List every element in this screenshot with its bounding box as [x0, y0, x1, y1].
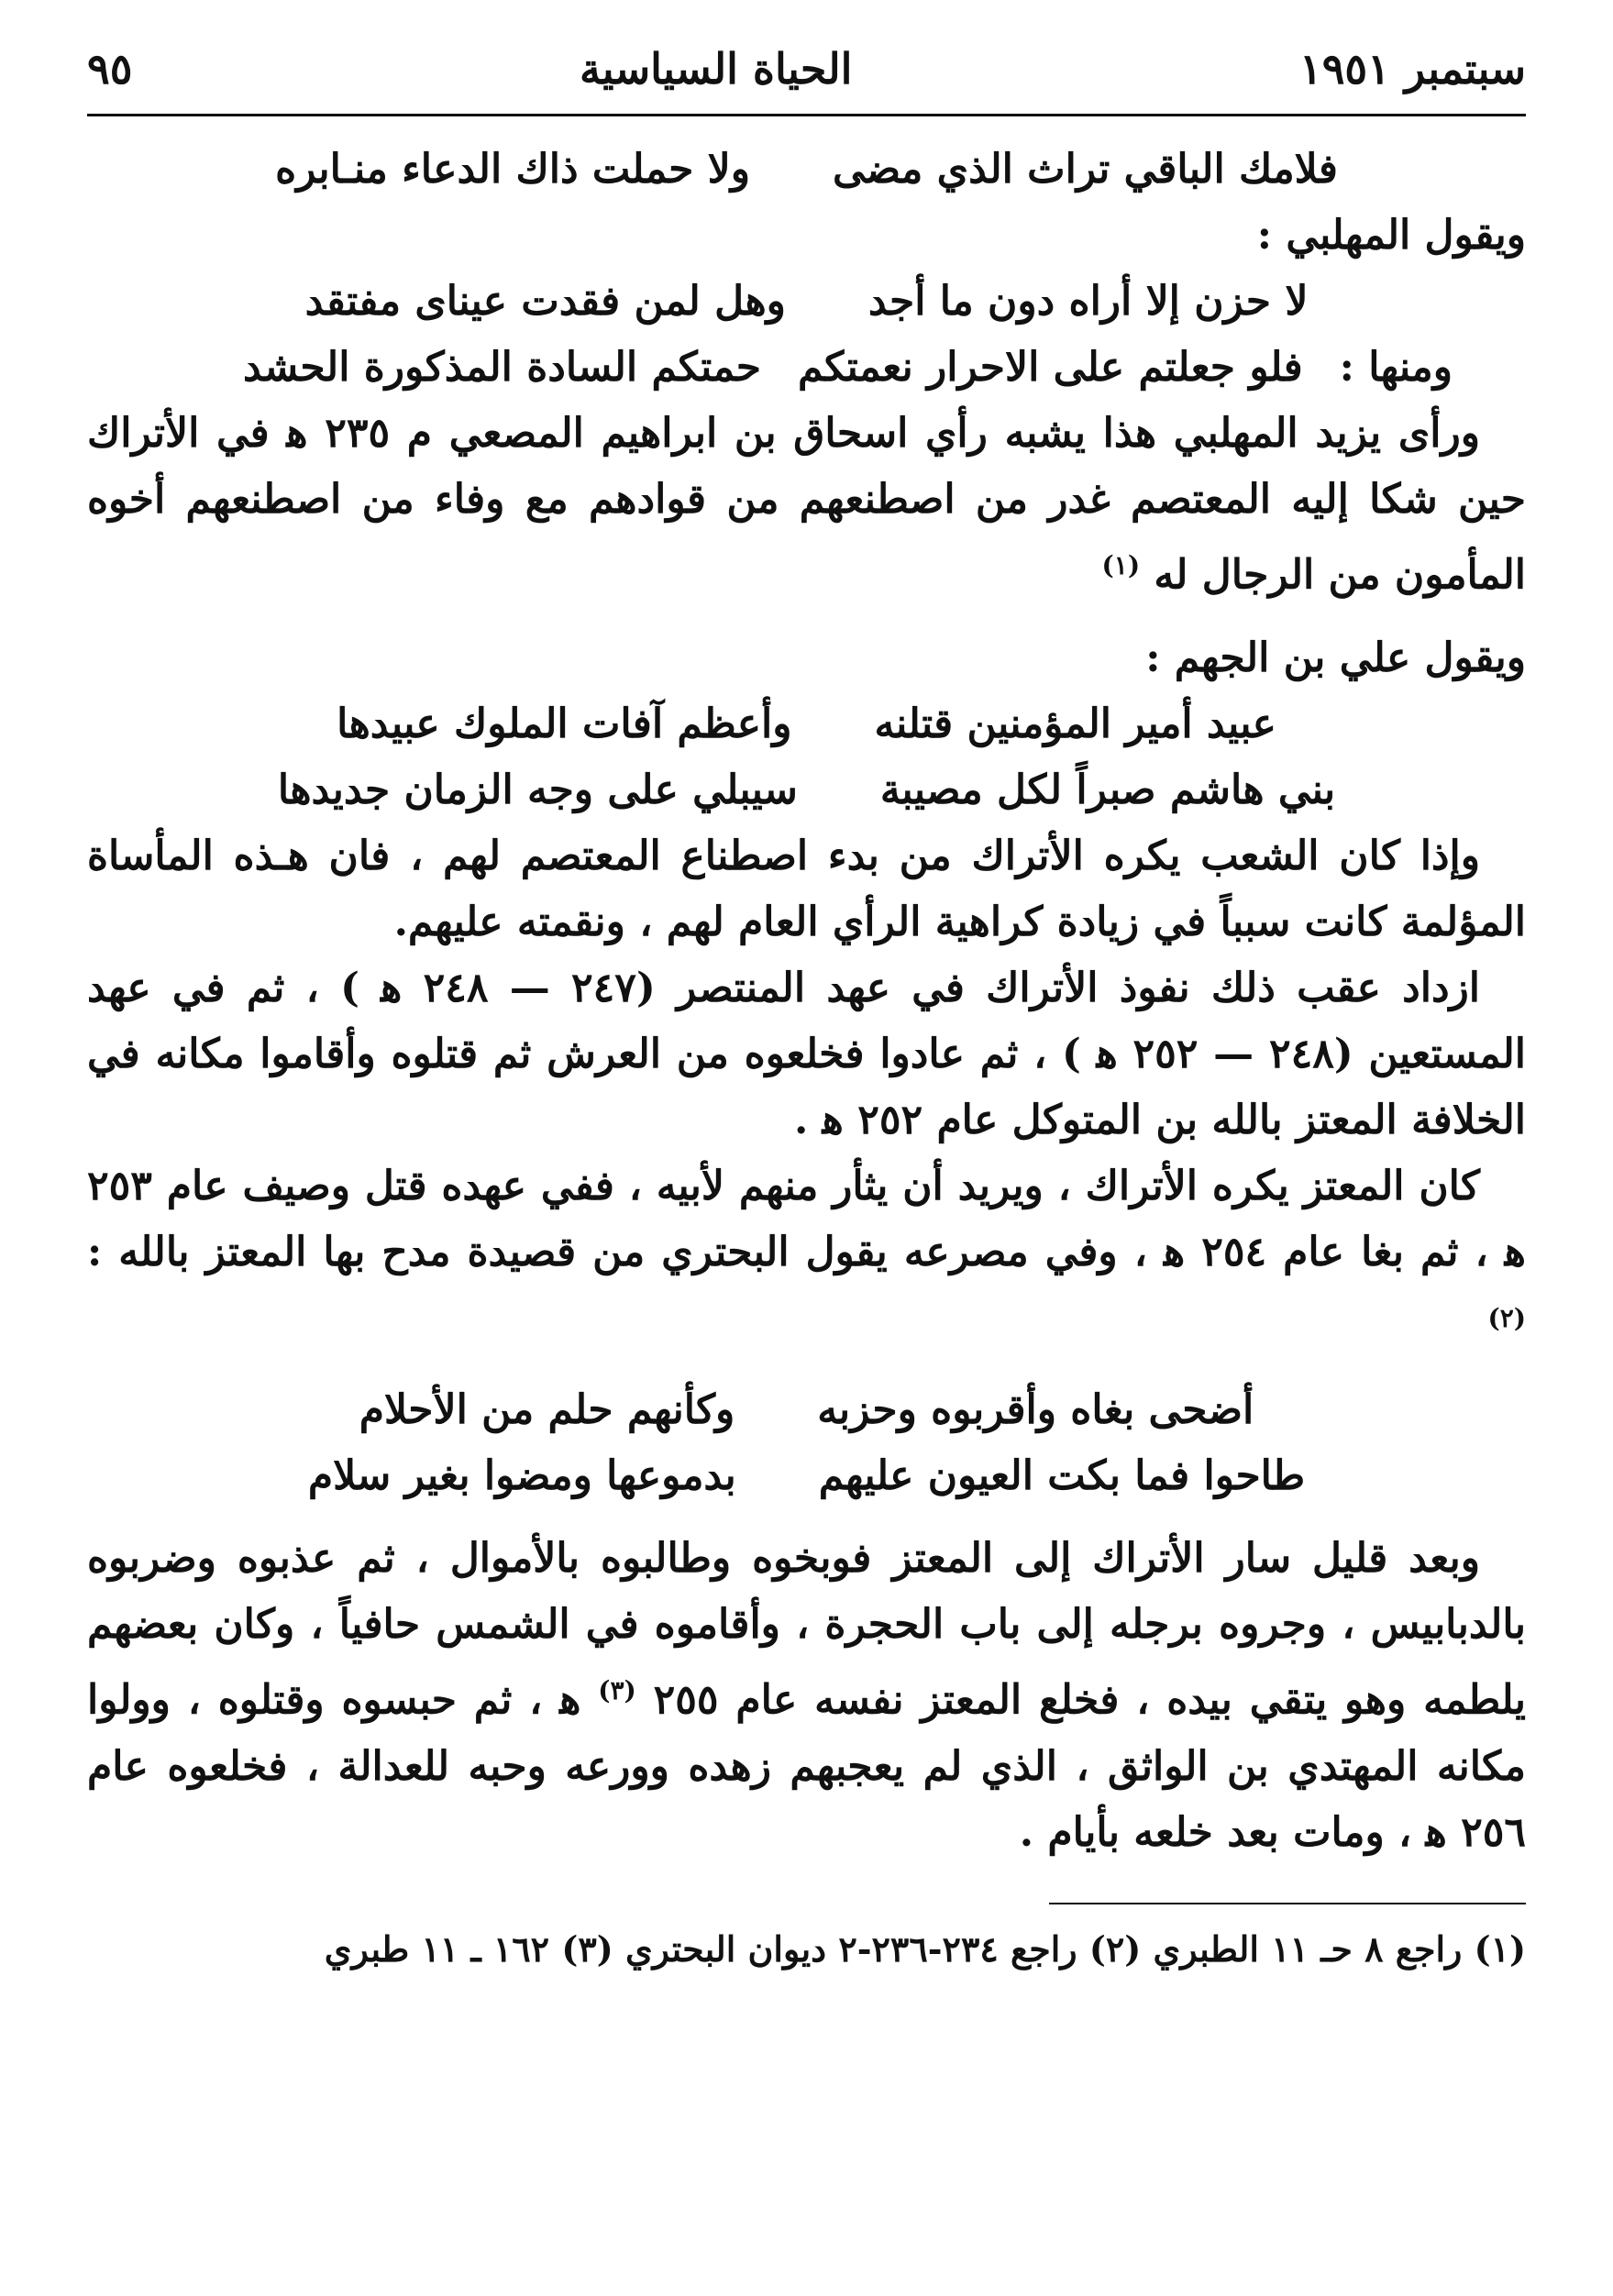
verse-second-hemistich: وأعظم آفات الملوك عبيدها: [337, 700, 792, 747]
paragraph: [87, 1526, 1526, 1866]
verse-line: [87, 137, 1526, 203]
header-date: سبتمبر ١٩٥١: [1298, 44, 1526, 94]
verse-line: [87, 691, 1526, 757]
paragraph: [87, 1154, 1526, 1362]
paragraph-text: كان المعتز يكره الأتراك ، ويريد أن يثأر منهم لأبيه ، ففي عهده قتل وصيف عام ٢٥٣ ﻫ ، ثم بغا عام ٢٥٤ ﻫ ، وفي مصرعه يقول البحتري من قصيدة مدح بها المعتز بالله :: [87, 1162, 1526, 1275]
footnotes: (١) راجع ٨ حـ ١١ الطبري (٢) راجع ٢٣٤-٢٣٦-٢ ديوان البحتري (٣) ١٦٢ ـ ١١ طبري: [324, 1927, 1526, 1970]
page-body: [87, 137, 1526, 1866]
verse-line: [87, 1443, 1526, 1509]
footnote-rule: [1049, 1903, 1526, 1904]
verse-first-hemistich: بني هاشم صبراً لكل مصيبة: [879, 766, 1336, 813]
paragraph: [87, 401, 1526, 609]
paragraph-text: وبعد قليل سار الأتراك إلى المعتز فوبخوه وطالبوه بالأموال ، ثم عذبوه وضربوه بالدبابيس ، وجروه برجله إلى باب الحجرة ، وأقاموه في الشمس حافياً ، وكان بعضهم يلطمه وهو يتقي بيده ، فخلع المعتز نفسه عام ٢٥٥: [87, 1535, 1526, 1724]
footnote-ref: (٢): [1487, 1302, 1526, 1333]
verse-line: [87, 757, 1526, 823]
verse-line: [87, 1377, 1526, 1443]
intro-jahm: ويقول علي بن الجهم :: [1145, 634, 1526, 681]
header-rule: [87, 114, 1526, 116]
paragraph: وإذا كان الشعب يكره الأتراك من بدء اصطناع المعتصم لهم ، فان هـذه المأساة المؤلمة كانت سبباً في زيادة كراهية الرأي العام لهم ، ونقمته عليهم.: [87, 832, 1526, 945]
verse-line: [87, 269, 1526, 335]
verse-first-hemistich: عبيد أمير المؤمنين قتلنه: [874, 700, 1276, 747]
verse-first-hemistich: أضحى بغاه وأقربوه وحزبه: [817, 1386, 1254, 1434]
verse-first-hemistich: فلو جعلتم على الاحرار نعمتكم: [797, 344, 1303, 391]
verse-second-hemistich: سيبلي على وجه الزمان جديدها: [277, 766, 798, 813]
verse-second-hemistich: بدموعها ومضوا بغير سلام: [307, 1452, 736, 1500]
minha-label: ومنها :: [1339, 344, 1453, 391]
header-title: الحياة السياسية: [580, 44, 853, 94]
verse-first-hemistich: طاحوا فما بكت العيون عليهم: [818, 1452, 1306, 1500]
footnote-ref: (٣): [598, 1675, 636, 1706]
verse-second-hemistich: حمتكم السادة المذكورة الحشد: [243, 344, 761, 391]
verse-second-hemistich: وهل لمن فقدت عيناى مفتقد: [304, 278, 786, 325]
footnote-ref: (١): [1101, 550, 1141, 580]
running-header: [87, 37, 1526, 101]
verse-second-hemistich: وكأنهم حلم من الأحلام: [359, 1386, 735, 1434]
verse-line-minha: [87, 335, 1453, 401]
paragraph-text: ورأى يزيد المهلبي هذا يشبه رأي اسحاق بن ابراهيم المصعي م ٢٣٥ ﻫ في الأتراك حين شكا إليه المعتصم غدر من اصطنعهم من قوادهم مع وفاء من اصطنعهم أخوه المأمون من الرجال له: [87, 410, 1526, 599]
verse-first-hemistich: لا حزن إلا أراه دون ما أجد: [867, 278, 1309, 325]
page-number: ٩٥: [87, 44, 133, 94]
intro-muhallabi: ويقول المهلبي :: [1256, 212, 1526, 259]
verse-second-hemistich: ولا حملت ذاك الدعاء منـابره: [275, 146, 750, 193]
paragraph: ازداد عقب ذلك نفوذ الأتراك في عهد المنتصر (٢٤٧ — ٢٤٨ ﻫ ) ، ثم في عهد المستعين (٢٤٨ — ٢٥٢ ﻫ ) ، ثم عادوا فخلعوه من العرش ثم قتلوه وأقاموا مكانه في الخلافة المعتز بالله بن المتوكل عام ٢٥٢ ﻫ .: [87, 964, 1527, 1143]
paragraph-text: ﻫ ، ثم حبسوه وقتلوه ، وولوا مكانه المهتدي بن الواثق ، الذي لم يعجبهم زهده وورعه وحبه للعدالة ، فخلعوه عام ٢٥٦ ﻫ ، ومات بعد خلعه بأيام .: [87, 1676, 1526, 1856]
verse-first-hemistich: فلامك الباقي تراث الذي مضى: [832, 146, 1338, 193]
